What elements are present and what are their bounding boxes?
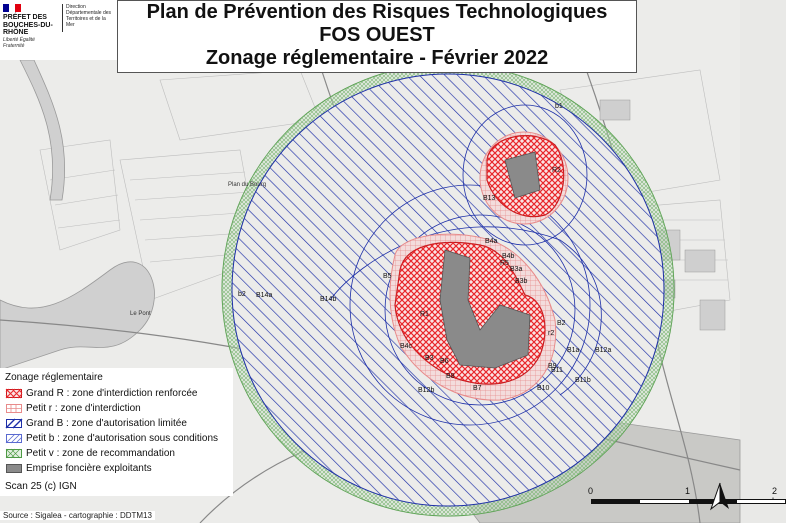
label-B10: B10 [537, 385, 550, 392]
label-B12b: B12b [418, 387, 435, 394]
label-B13: B13 [483, 195, 496, 202]
scale-bar-segments [591, 499, 786, 504]
label-R1: R1 [420, 311, 429, 318]
swatch-petit-b-icon [6, 434, 22, 443]
legend-item-petit-r [6, 401, 233, 416]
map-title-box [117, 0, 637, 73]
swatch-grand-r-icon [6, 389, 22, 398]
label-B3: B3 [425, 355, 434, 362]
swatch-petit-r-icon [6, 404, 22, 413]
title-line-3: Zonage réglementaire - Février 2022 [205, 47, 549, 69]
legend-label: Grand R : zone d'interdiction renforcée [26, 388, 198, 399]
legend-item-petit-b [6, 431, 233, 446]
motto-label: Liberté Égalité Fraternité [3, 37, 35, 49]
label-B1a: B1a [567, 347, 580, 354]
swatch-petit-v-icon [6, 449, 22, 458]
scale-label-0: 0 [588, 486, 594, 496]
legend-label: Grand B : zone d'autorisation limitée [26, 418, 187, 429]
label-B14b: B14b [320, 296, 337, 303]
logo-separator [62, 4, 63, 32]
label-R2: R2 [552, 167, 561, 174]
label-R5: R5 [500, 260, 509, 267]
label-B11b: B11b [575, 377, 591, 384]
source-credit: Source : Sigalea - cartographie : DDTM13 [0, 511, 155, 520]
label-b1: b1 [555, 103, 563, 110]
north-arrow-icon [705, 481, 735, 513]
prefet-label: PRÉFET DES BOUCHES-DU-RHÔNE [3, 14, 53, 36]
scale-label-1: 1 [685, 486, 691, 496]
label-B8: B8 [446, 373, 455, 380]
legend-label: Petit b : zone d'autorisation sous conditions [26, 433, 219, 444]
label-B5: B5 [383, 273, 392, 280]
marianne-flag-icon [3, 4, 21, 12]
legend-title: Zonage réglementaire [5, 372, 103, 383]
legend-item-grand-r [6, 386, 233, 401]
legend-item-emprise [6, 461, 233, 476]
legend-item-grand-b [6, 416, 233, 431]
label-B6: B6 [440, 358, 449, 365]
label-B3a: B3a [510, 266, 523, 273]
swatch-emprise-icon [6, 464, 22, 473]
title-line-2: FOS OUEST [319, 24, 435, 46]
label-B7: B7 [473, 385, 482, 392]
legend-item-petit-v [6, 446, 233, 461]
label-r2: r2 [548, 330, 555, 337]
label-B4c: B4c [400, 343, 413, 350]
label-B3b: B3b [515, 278, 528, 285]
label-b2: b2 [238, 291, 246, 298]
label-B2: B2 [557, 320, 566, 327]
label-B9: B9 [548, 363, 557, 370]
scale-label-2: 2 [772, 486, 778, 496]
label-B4a: B4a [485, 238, 498, 245]
scan-credit: Scan 25 (c) IGN [5, 481, 77, 492]
label-B12a: B12a [595, 347, 612, 354]
label-B14a: B14a [256, 292, 273, 299]
swatch-grand-b-icon [6, 419, 22, 428]
title-line-1: Plan de Prévention des Risques Technologiques [146, 1, 608, 23]
label-B11: B11 [551, 367, 563, 374]
label-B4b: B4b [502, 253, 515, 260]
legend-panel [0, 368, 233, 496]
legend-label: Emprise foncière exploitants [26, 463, 152, 474]
place-le-pont: Le Pont [130, 311, 151, 317]
prefecture-logo [0, 0, 117, 60]
place-plan-du-bourg: Plan du Bourg [228, 182, 267, 188]
legend-label: Petit r : zone d'interdiction [26, 403, 141, 414]
legend-label: Petit v : zone de recommandation [26, 448, 175, 459]
ddtm-label: Direction Départementale des Territoires et de la Mer [66, 4, 112, 28]
